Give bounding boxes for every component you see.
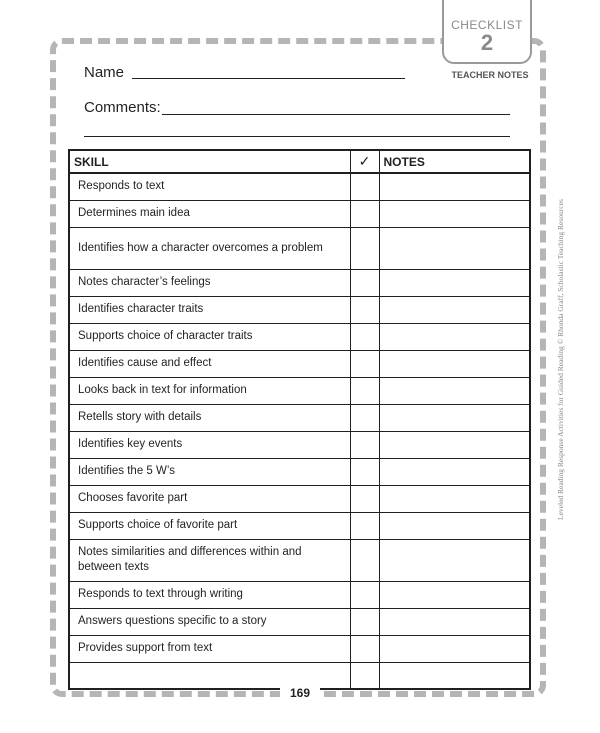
notes-cell[interactable] [379,458,530,485]
skill-cell: Supports choice of favorite part [69,512,350,539]
check-header: ✓ [350,150,379,173]
table-row [69,200,530,227]
skill-cell: Answers questions specific to a story [69,608,350,635]
skill-cell: Determines main idea [69,200,350,227]
notes-cell[interactable] [379,581,530,608]
comments-line[interactable] [162,114,510,115]
notes-cell[interactable] [379,539,530,581]
table-row [69,269,530,296]
side-credit: Leveled Reading Response Activities for Guided Reading © Rhonda Graff, Scholastic Teaching Resources [556,199,565,520]
check-cell[interactable] [350,404,379,431]
comments-label: Comments: [84,99,161,116]
check-cell[interactable] [350,512,379,539]
check-cell[interactable] [350,539,379,581]
skill-cell: Responds to text [69,173,350,200]
notes-cell[interactable] [379,635,530,662]
checklist-label: CHECKLIST [451,18,523,32]
skill-cell: Identifies the 5 W’s [69,458,350,485]
check-cell[interactable] [350,269,379,296]
page-number: 169 [280,686,320,700]
notes-cell[interactable] [379,227,530,269]
table-row [69,539,530,581]
notes-cell[interactable] [379,323,530,350]
check-cell[interactable] [350,581,379,608]
teacher-notes-label: TEACHER NOTES [451,70,529,80]
notes-header: NOTES [379,150,530,173]
skill-cell: Identifies cause and effect [69,350,350,377]
table-row [69,404,530,431]
table-row [69,512,530,539]
notes-cell[interactable] [379,512,530,539]
notes-cell[interactable] [379,431,530,458]
skill-cell: Notes similarities and differences within and between texts [69,539,350,581]
skill-cell: Notes character’s feelings [69,269,350,296]
table-row [69,227,530,269]
table-row [69,458,530,485]
table-row [69,296,530,323]
skill-cell: Looks back in text for information [69,377,350,404]
notes-cell[interactable] [379,662,530,689]
skill-cell: Supports choice of character traits [69,323,350,350]
check-cell[interactable] [350,173,379,200]
skill-cell: Responds to text through writing [69,581,350,608]
skill-cell: Chooses favorite part [69,485,350,512]
table-row [69,485,530,512]
notes-cell[interactable] [379,377,530,404]
check-cell[interactable] [350,323,379,350]
notes-cell[interactable] [379,200,530,227]
name-label: Name [84,64,125,81]
table-row [69,350,530,377]
check-cell[interactable] [350,608,379,635]
table-row [69,431,530,458]
check-cell[interactable] [350,458,379,485]
notes-cell[interactable] [379,296,530,323]
table-row [69,662,530,689]
check-cell[interactable] [350,227,379,269]
notes-cell[interactable] [379,173,530,200]
skills-table [68,149,531,690]
table-row [69,173,530,200]
check-cell[interactable] [350,662,379,689]
check-cell[interactable] [350,296,379,323]
skill-cell: Retells story with details [69,404,350,431]
table-header-row [69,150,530,173]
checklist-tab [442,0,532,64]
skill-cell: Provides support from text [69,635,350,662]
table-row [69,377,530,404]
skill-cell: Identifies how a character overcomes a problem [69,227,350,269]
check-cell[interactable] [350,350,379,377]
notes-cell[interactable] [379,404,530,431]
notes-cell[interactable] [379,269,530,296]
comments-line-2[interactable] [84,136,510,137]
notes-cell[interactable] [379,350,530,377]
skill-header: SKILL [69,150,350,173]
notes-cell[interactable] [379,485,530,512]
check-cell[interactable] [350,635,379,662]
skill-cell: Identifies key events [69,431,350,458]
checklist-number: 2 [480,30,494,55]
check-cell[interactable] [350,377,379,404]
notes-cell[interactable] [379,608,530,635]
skill-cell [69,662,350,689]
check-cell[interactable] [350,431,379,458]
table-row [69,635,530,662]
name-line[interactable] [132,78,405,79]
skill-cell: Identifies character traits [69,296,350,323]
table-row [69,581,530,608]
check-cell[interactable] [350,200,379,227]
table-row [69,608,530,635]
table-row [69,323,530,350]
check-cell[interactable] [350,485,379,512]
